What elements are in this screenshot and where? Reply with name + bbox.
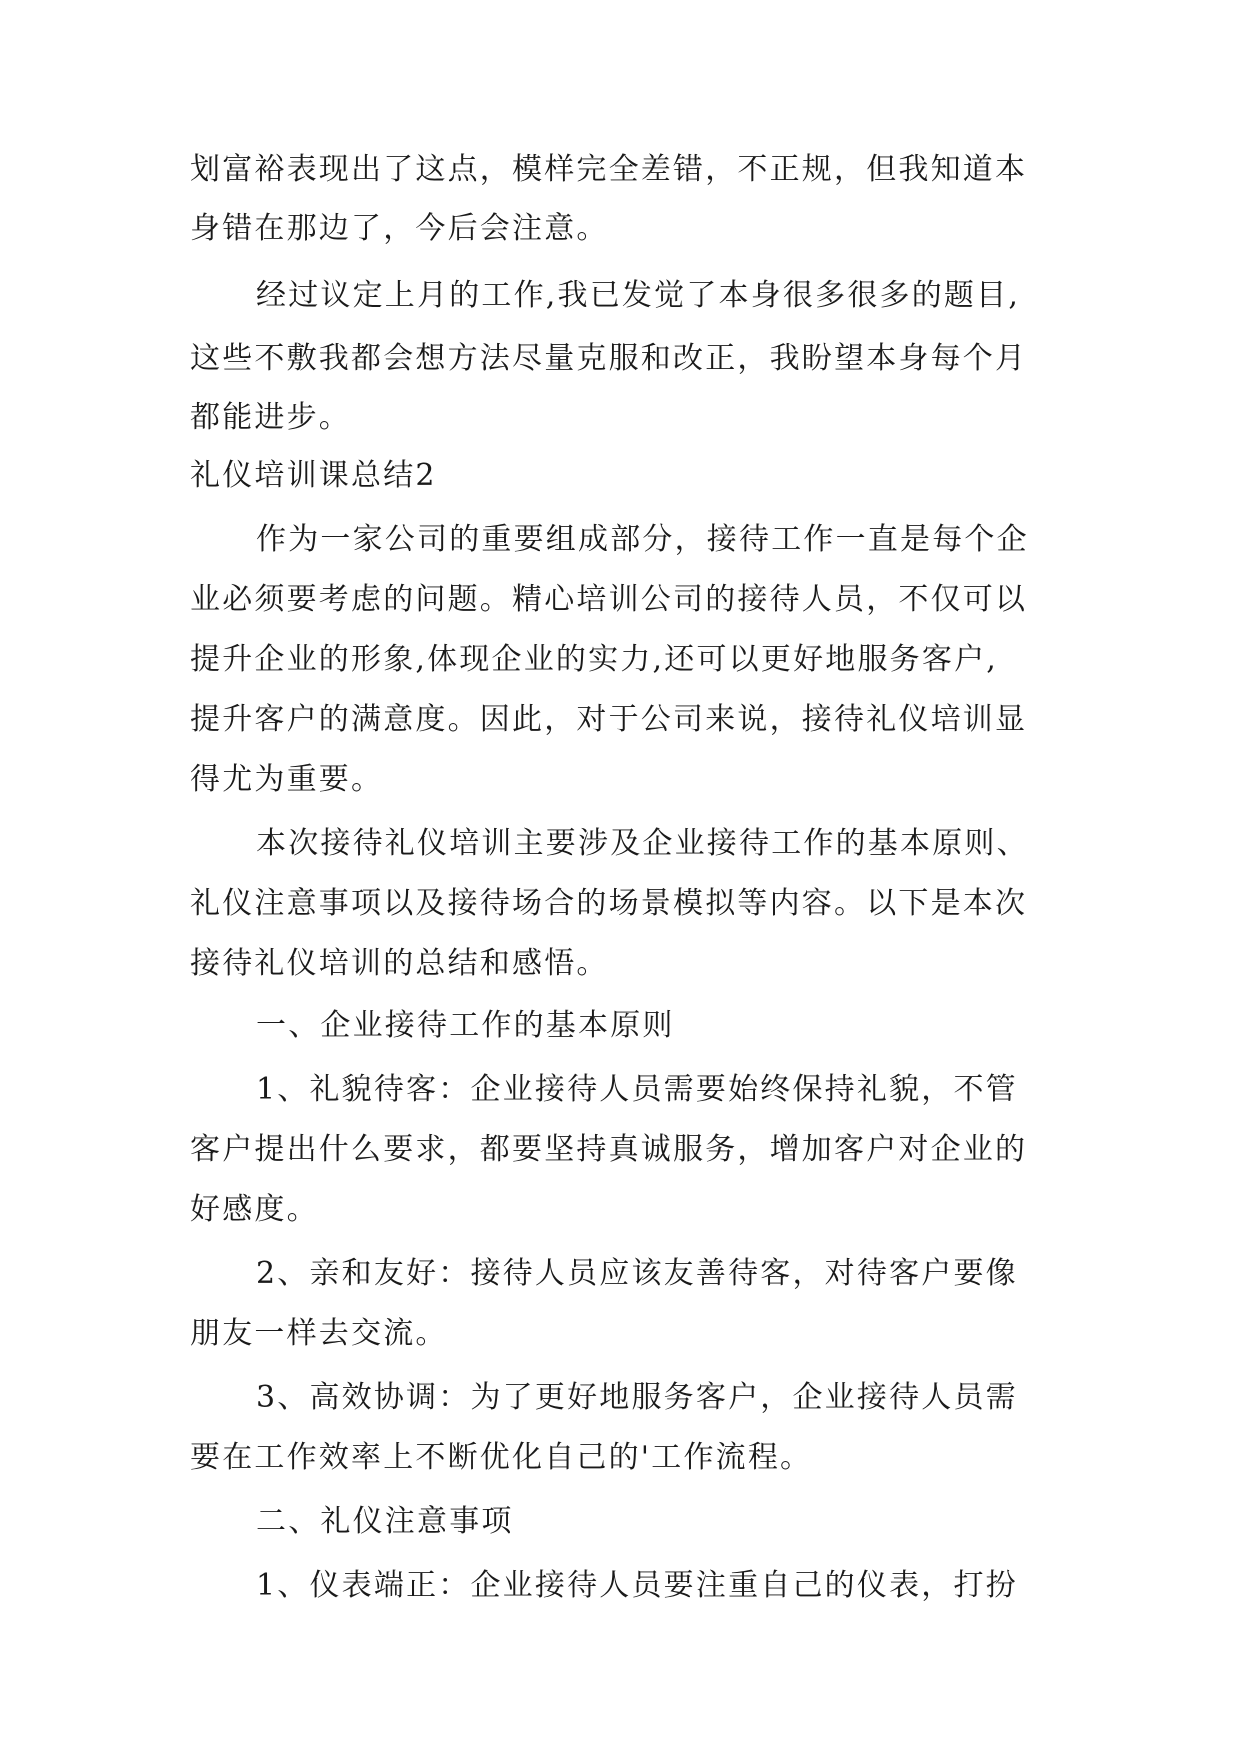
text-line: 提升企业的形象,体现企业的实力,还可以更好地服务客户, — [190, 642, 999, 677]
subheading: 一、企业接待工作的基本原则 — [256, 1008, 675, 1043]
text-line: 得尤为重要。 — [190, 762, 384, 797]
text-line: 划富裕表现出了这点，模样完全差错，不正规，但我知道本 — [190, 152, 1028, 187]
text-line: 提升客户的满意度。因此，对于公司来说，接待礼仪培训显 — [190, 702, 1028, 737]
text-line: 都能进步。 — [190, 400, 351, 435]
section-title: 礼仪培训课总结2 — [190, 458, 437, 493]
text-line: 2、亲和友好：接待人员应该友善待客，对待客户要像 — [256, 1256, 1018, 1291]
text-line: 接待礼仪培训的总结和感悟。 — [190, 946, 609, 981]
text-line: 要在工作效率上不断优化自己的'工作流程。 — [190, 1440, 813, 1475]
text-line: 本次接待礼仪培训主要涉及企业接待工作的基本原则、 — [256, 826, 1029, 861]
text-line: 3、高效协调：为了更好地服务客户，企业接待人员需 — [256, 1380, 1018, 1415]
text-line: 好感度。 — [190, 1192, 319, 1227]
text-line: 客户提出什么要求，都要坚持真诚服务，增加客户对企业的 — [190, 1132, 1028, 1167]
text-line: 这些不敷我都会想方法尽量克服和改正，我盼望本身每个月 — [190, 341, 1028, 376]
text-line: 1、礼貌待客：企业接待人员需要始终保持礼貌，不管 — [256, 1072, 1018, 1107]
subheading: 二、礼仪注意事项 — [256, 1504, 514, 1539]
text-line: 作为一家公司的重要组成部分，接待工作一直是每个企 — [256, 522, 1029, 557]
text-line: 身错在那边了，今后会注意。 — [190, 211, 609, 246]
text-line: 1、仪表端正：企业接待人员要注重自己的仪表，打扮 — [256, 1568, 1018, 1603]
text-line: 业必须要考虑的问题。精心培训公司的接待人员，不仅可以 — [190, 582, 1028, 617]
text-line: 经过议定上月的工作,我已发觉了本身很多很多的题目, — [256, 278, 1021, 313]
text-line: 朋友一样去交流。 — [190, 1316, 448, 1351]
text-line: 礼仪注意事项以及接待场合的场景模拟等内容。以下是本次 — [190, 886, 1028, 921]
